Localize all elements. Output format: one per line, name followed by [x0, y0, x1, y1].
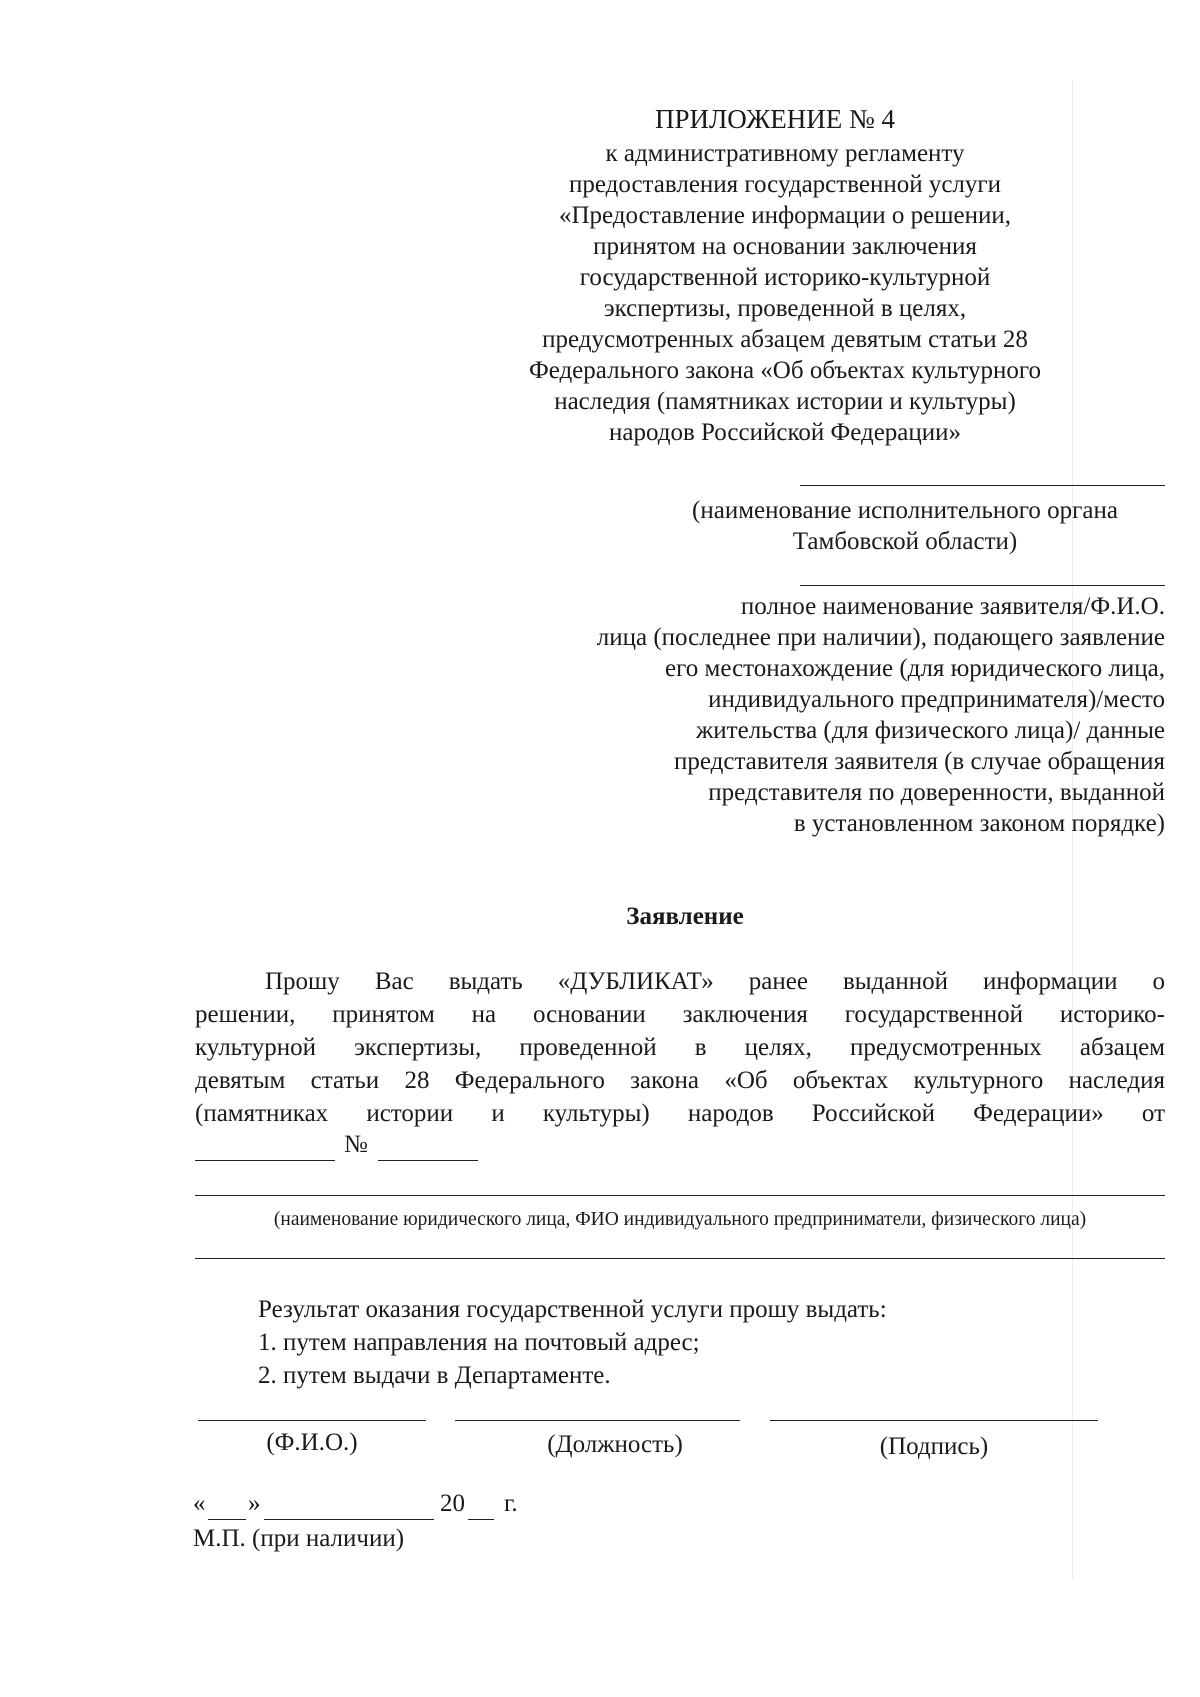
- header-line: принятом на основании заключения: [593, 233, 977, 260]
- name-blank-line: [195, 1195, 1165, 1196]
- applicant-line: индивидуального предпринимателя)/место: [708, 686, 1165, 713]
- applicant-line: в установленном законом порядке): [793, 810, 1165, 837]
- recipient-caption-line: Тамбовской области): [792, 528, 1018, 555]
- applicant-line: представителя заявителя (в случае обращения: [673, 748, 1165, 775]
- result-option: 2. путем выдачи в Департаменте.: [258, 1362, 611, 1389]
- name-caption: (наименование юридического лица, ФИО индивидуального предприниматели, физического лица): [273, 1209, 1087, 1230]
- year-prefix: 20: [440, 1490, 465, 1517]
- header-line: экспертизы, проведенной в целях,: [603, 295, 967, 322]
- recipient-caption-line: (наименование исполнительного органа: [692, 497, 1118, 524]
- position-blank-line: [455, 1420, 740, 1421]
- paragraph-line: решении, принятом на основании заключения государственной историко-: [195, 1001, 1165, 1028]
- sign-caption: (Подпись): [879, 1433, 989, 1460]
- result-intro: Результат оказания государственной услуги прошу выдать:: [258, 1296, 887, 1323]
- header-line: предусмотренных абзацем девятым статьи 28: [542, 326, 1028, 353]
- year-blank-line: [468, 1519, 494, 1520]
- header-line: Федерального закона «Об объектах культурного: [528, 357, 1042, 384]
- applicant-line: жительства (для физического лица)/ данные: [696, 717, 1165, 744]
- sign-blank-line: [770, 1420, 1098, 1421]
- recipient-blank-line: [800, 485, 1165, 486]
- day-blank-line: [208, 1519, 246, 1520]
- date-blank-line: [195, 1160, 335, 1161]
- applicant-line: его местонахождение (для юридического лица,: [665, 655, 1165, 682]
- month-blank-line: [264, 1519, 434, 1520]
- applicant-line: лица (последнее при наличии), подающего заявление: [596, 624, 1165, 651]
- appendix-title: ПРИЛОЖЕНИЕ № 4: [654, 104, 896, 134]
- header-line: народов Российской Федерации»: [608, 419, 962, 446]
- fio-blank-line: [198, 1420, 426, 1421]
- date-open-quote: «: [193, 1490, 206, 1517]
- applicant-blank-line: [800, 585, 1165, 586]
- applicant-line: полное наименование заявителя/Ф.И.О.: [740, 593, 1165, 620]
- applicant-line: представителя по доверенности, выданной: [708, 779, 1165, 806]
- paragraph-line: Прошу Вас выдать «ДУБЛИКАТ» ранее выданной информации о: [265, 968, 1165, 995]
- position-caption: (Должность): [547, 1431, 683, 1458]
- name-blank-line-2: [195, 1258, 1165, 1259]
- header-line: к административному регламенту: [605, 140, 965, 167]
- year-suffix: г.: [504, 1490, 518, 1517]
- date-close-quote: »: [248, 1490, 261, 1517]
- number-sign: №: [344, 1131, 368, 1158]
- stamp-note: М.П. (при наличии): [193, 1525, 405, 1552]
- header-line: предоставления государственной услуги: [568, 171, 1002, 198]
- fio-caption: (Ф.И.О.): [266, 1429, 358, 1456]
- header-line: «Предоставление информации о решении,: [558, 202, 1012, 229]
- paragraph-line: (памятниках истории и культуры) народов Российской Федерации» от: [195, 1100, 1165, 1127]
- paragraph-line: девятым статьи 28 Федерального закона «Об объектах культурного наследия: [195, 1067, 1165, 1094]
- header-line: наследия (памятниках истории и культуры): [554, 388, 1016, 415]
- document-title: Заявление: [626, 903, 744, 930]
- paragraph-line: культурной экспертизы, проведенной в целях, предусмотренных абзацем: [195, 1034, 1165, 1061]
- number-blank-line: [378, 1160, 478, 1161]
- result-option: 1. путем направления на почтовый адрес;: [258, 1329, 700, 1356]
- header-line: государственной историко-культурной: [579, 264, 991, 291]
